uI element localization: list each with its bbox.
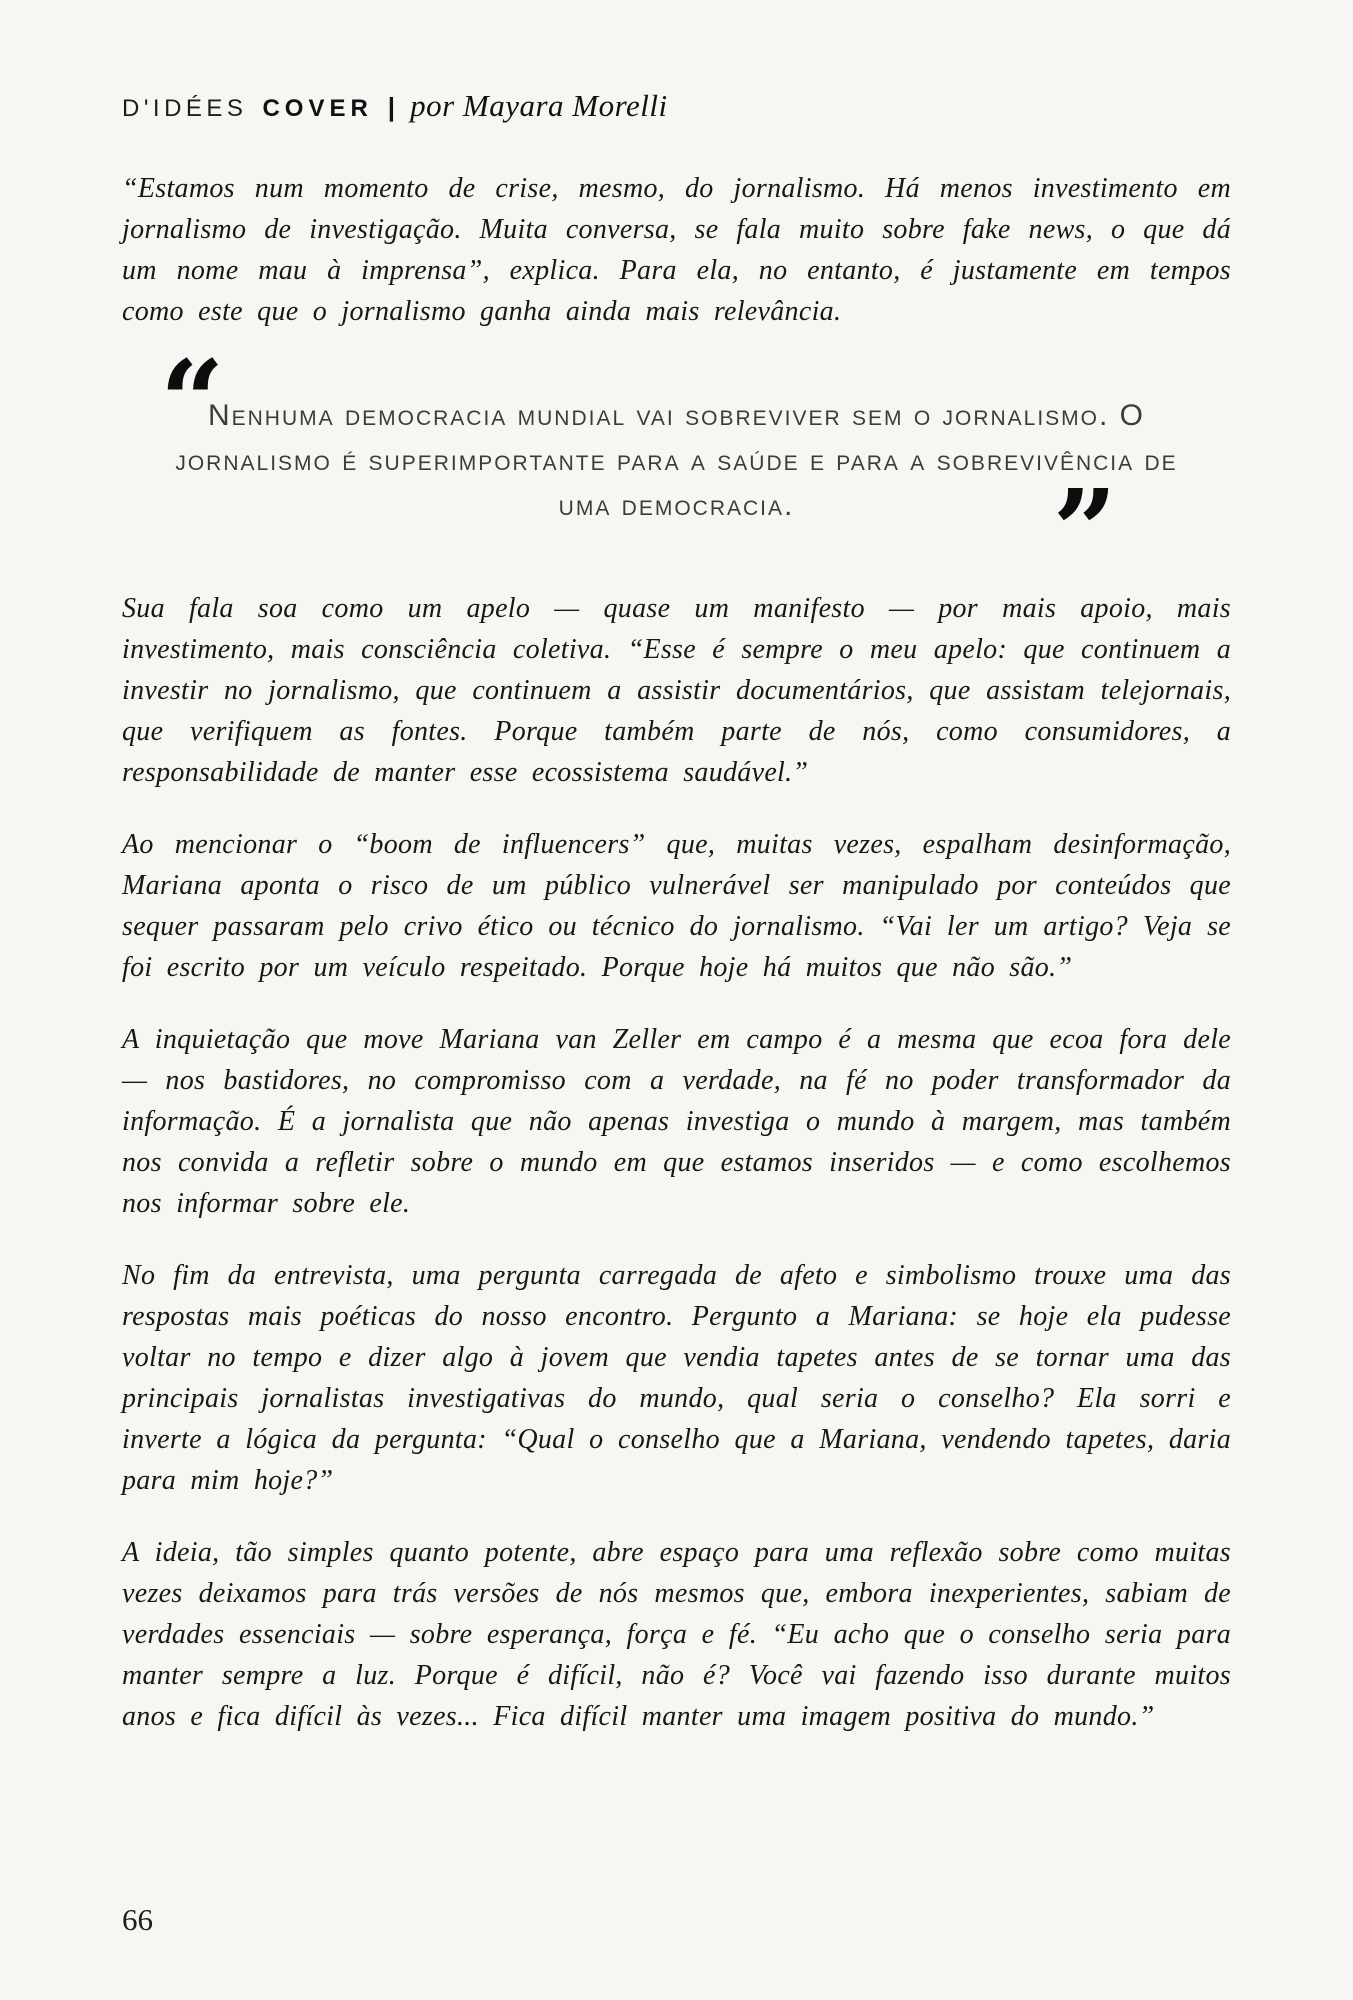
paragraph-4: A inquietação que move Mariana van Zeller em campo é a mesma que ecoa fora dele — nos bastidores, no compromisso com a verdade, na fé no poder transformador da informação. É a jornalista que não apenas investiga o mundo à margem, mas também nos convida a refletir sobre o mundo em que estamos inseridos — e como escolhemos nos informar sobre ele. [122,1024,1231,1219]
byline: por Mayara Morelli [410,88,668,123]
pull-quote [108,337,1245,597]
section-label: COVER [262,95,373,122]
paragraph-2: Sua fala soa como um apelo — quase um manifesto — por mais apoio, mais investimento, mais consciência coletiva. “Esse é sempre o meu apelo: que continuem a investir no jornalismo, que continuem a assistir documentários, que assistam telejornais, que verifiquem as fontes. Porque também parte de nós, como consumidores, a responsabilidade de manter esse ecossistema saudável.” [122,593,1231,788]
magazine-name: D'IDÉES [122,95,248,122]
paragraph-6: A ideia, tão simples quanto potente, abre espaço para uma reflexão sobre como muitas vezes deixamos para trás versões de nós mesmos que, embora inexperientes, sabiam de verdades essenciais — sobre esperança, força e fé. “Eu acho que o conselho seria para manter sempre a luz. Porque é difícil, não é? Você vai fazendo isso durante muitos anos e fica difícil às vezes... Fica difícil manter uma imagem positiva do mundo.” [122,1537,1231,1732]
header-separator: | [387,92,396,122]
paragraph-3: Ao mencionar o “boom de influencers” que, muitas vezes, espalham desinformação, Mariana aponta o risco de um público vulnerável ser manipulado por conteúdos que sequer passaram pelo crivo ético ou técnico do jornalismo. “Vai ler um artigo? Veja se foi escrito por um veículo respeitado. Porque hoje há muitos que não são.” [122,829,1231,983]
close-quote-icon: ” [1052,466,1117,597]
page-header [122,88,1231,124]
paragraph-1: “Estamos num momento de crise, mesmo, do jornalismo. Há menos investimento em jornalismo de investigação. Muita conversa, se fala muito sobre fake news, o que dá um nome mau à imprensa”, explica. Para ela, no entanto, é justamente em tempos como este que o jornalismo ganha ainda mais relevância. [122,173,1231,327]
pull-quote-text: Nenhuma democracia mundial vai sobreviver sem o jornalismo. O jornalismo é superimportante para a saúde e para a sobrevivência de uma democracia. [175,399,1178,522]
open-quote-icon: “ [160,337,225,468]
article-body [122,168,1231,1737]
page-number: 66 [122,1902,153,1937]
paragraph-5: No fim da entrevista, uma pergunta carregada de afeto e simbolismo trouxe uma das respostas mais poéticas do nosso encontro. Pergunto a Mariana: se hoje ela pudesse voltar no tempo e dizer algo à jovem que vendia tapetes antes de se tornar uma das principais jornalistas investigativas do mundo, qual seria o conselho? Ela sorri e inverte a lógica da pergunta: “Qual o conselho que a Mariana, vendendo tapetes, daria para mim hoje?” [122,1260,1231,1496]
